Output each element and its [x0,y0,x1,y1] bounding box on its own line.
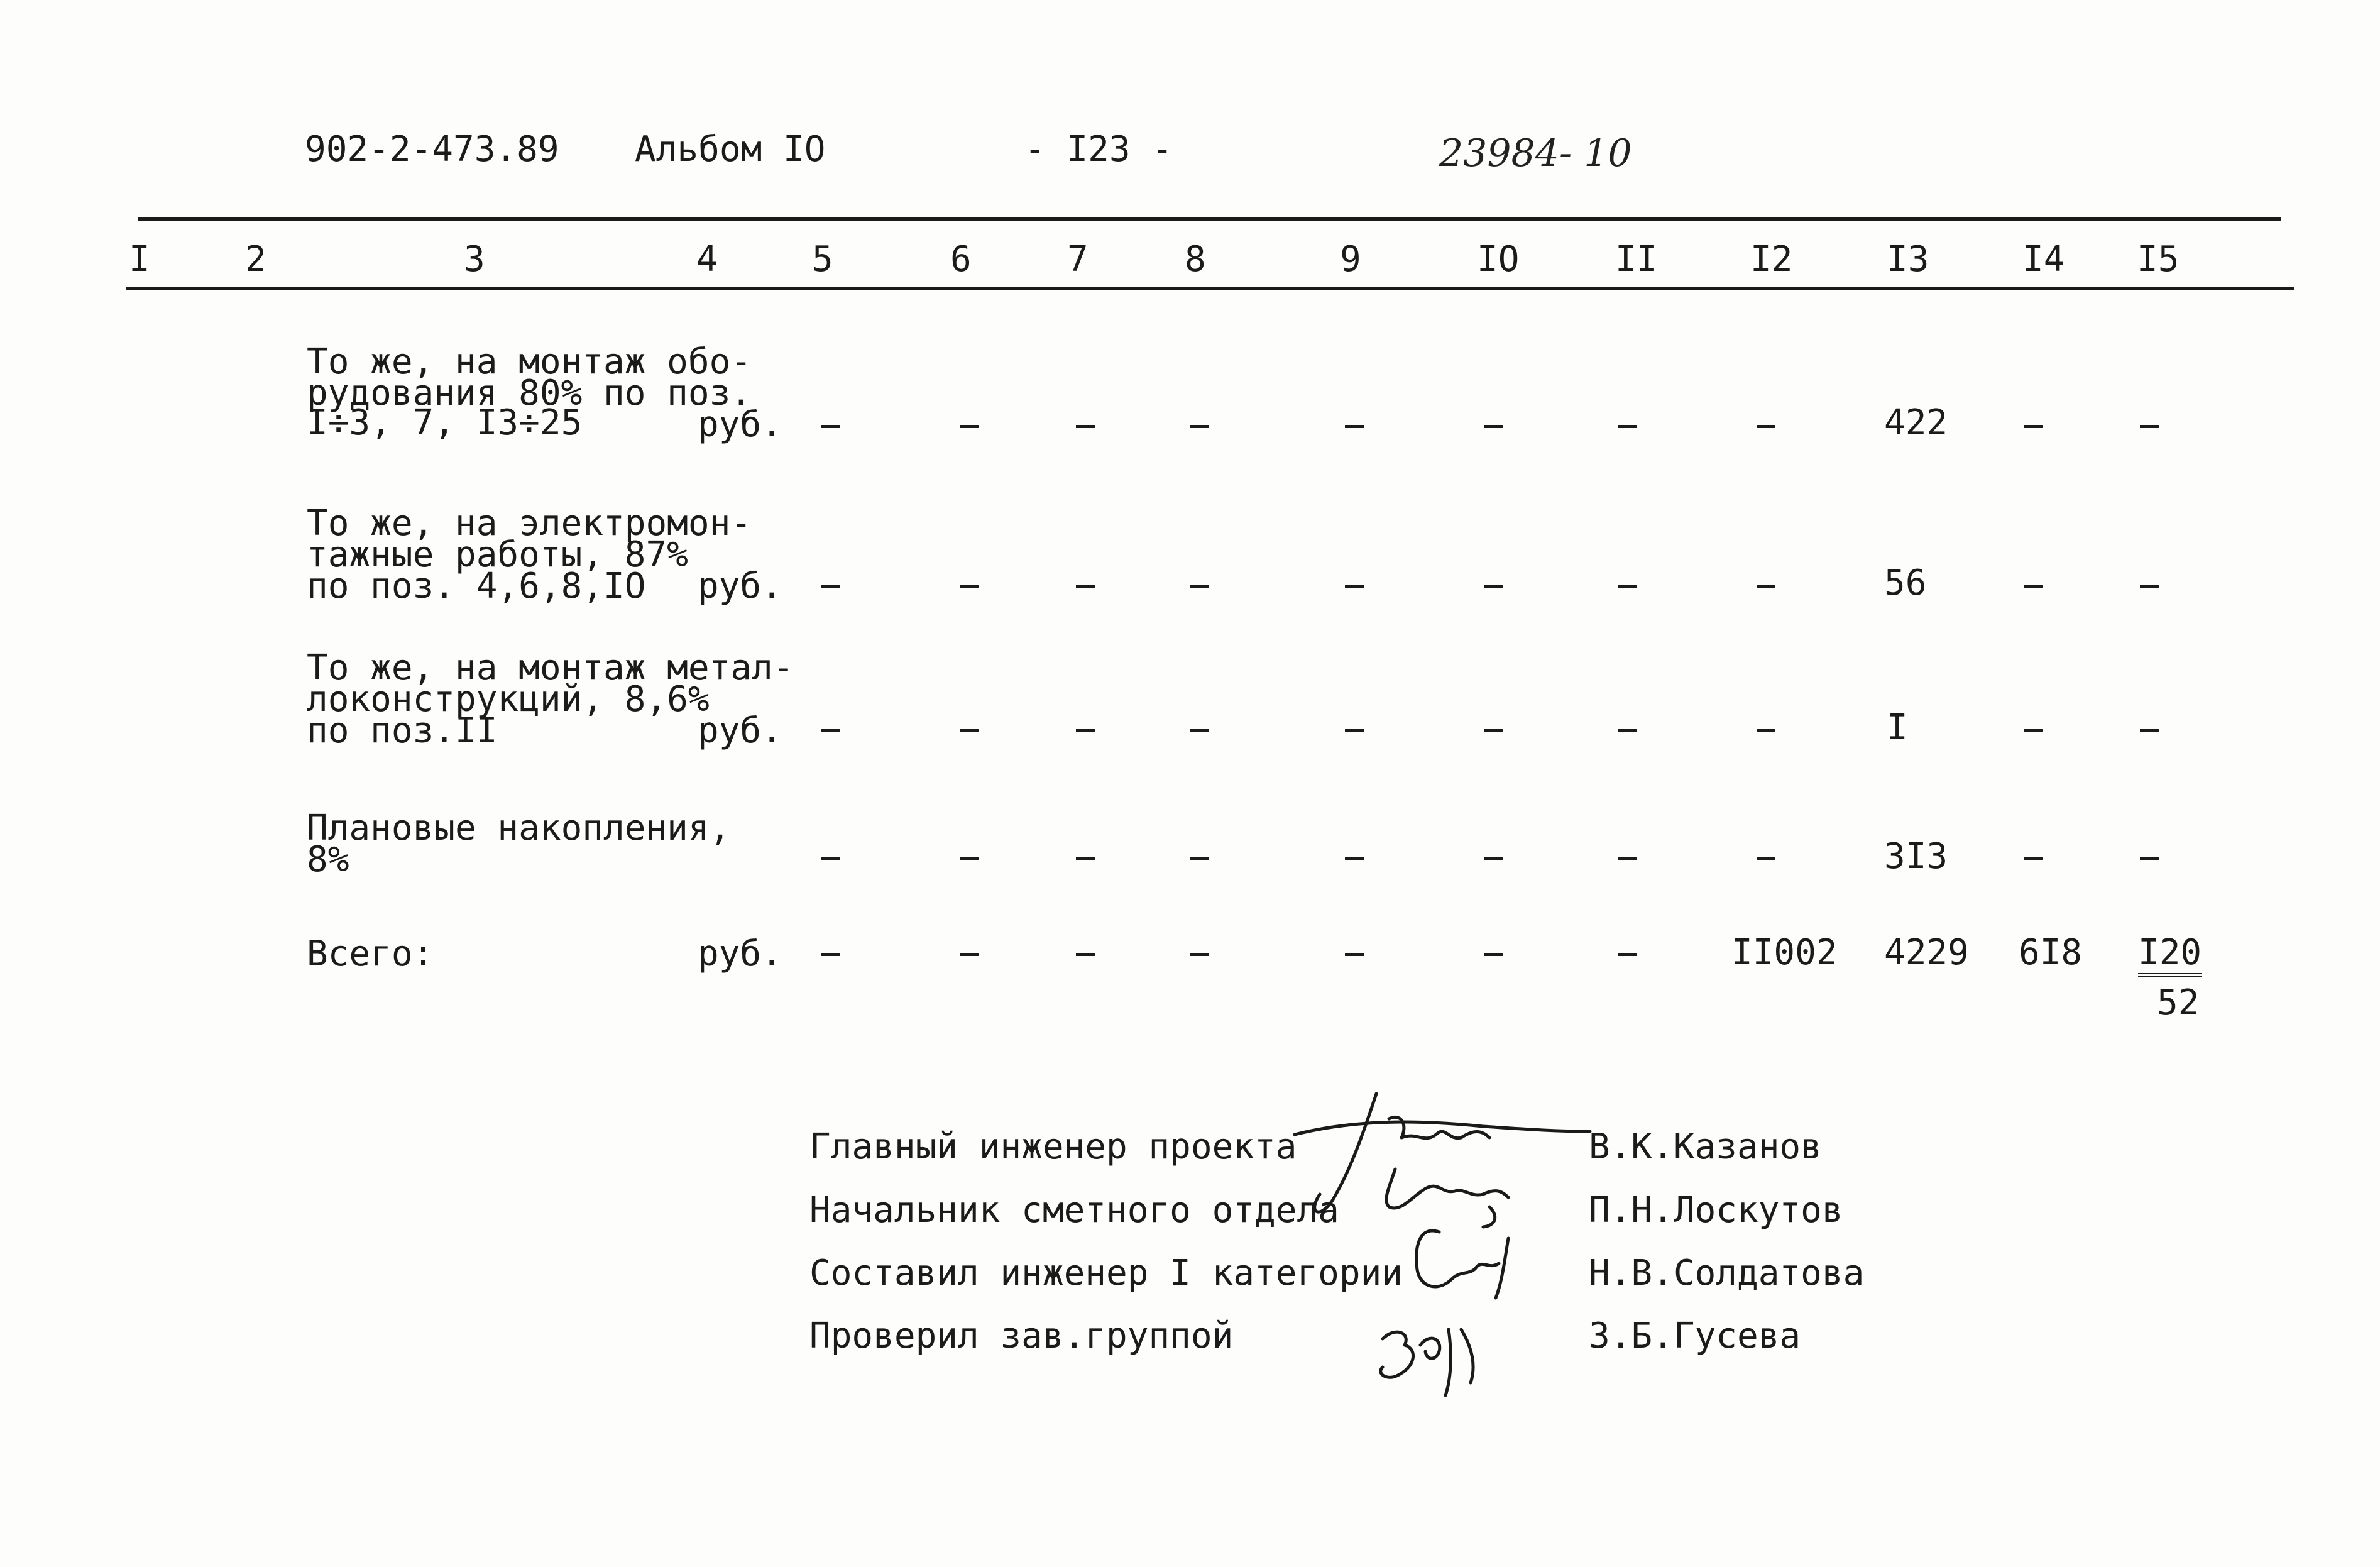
empty-cell-dash [1345,585,1364,588]
empty-cell-dash [2024,857,2043,860]
handwritten-inventory-number: 23984- 10 [1439,131,1632,175]
handwritten-signatures [1282,1081,1596,1408]
row-description-line: рудования 80% по поз. [307,373,752,414]
column-number: 3 [464,239,485,280]
signature-role: Начальник сметного отдела [809,1190,1339,1231]
row-description-line: Плановые накопления, [307,808,731,849]
total-col14: 6I8 [2019,932,2083,973]
signature-stroke [1417,1231,1499,1287]
document-code: 902-2-473.89 [305,129,559,170]
row-value-col13: I [1887,707,1908,748]
row-value-col13: 3I3 [1884,836,1948,877]
column-number: 9 [1340,239,1361,280]
empty-cell-dash [1484,953,1503,956]
empty-cell-dash [2024,729,2043,732]
signature-name: П.Н.Лоскутов [1589,1190,1843,1231]
empty-cell-dash [1757,585,1775,588]
row-description-line: тажные работы, 87% [307,534,688,575]
empty-cell-dash [2024,425,2043,428]
total-col12: II002 [1731,932,1838,973]
column-number: 6 [950,239,972,280]
signature-stroke [1483,1207,1495,1227]
empty-cell-dash [1190,729,1209,732]
empty-cell-dash [1618,729,1637,732]
signature-name: Н.В.Солдатова [1589,1253,1865,1294]
row-description-line: локонструкций, 8,6% [307,679,710,720]
total-label: Всего: [307,933,434,974]
empty-cell-dash [1484,729,1503,732]
column-number: 7 [1067,239,1089,280]
empty-cell-dash [821,729,840,732]
empty-cell-dash [1076,953,1095,956]
empty-cell-dash [1757,729,1775,732]
column-header-rule [126,287,2294,290]
empty-cell-dash [960,857,979,860]
row-description-line: 8% [307,839,349,880]
empty-cell-dash [1190,953,1209,956]
row-description-line: То же, на монтаж метал- [307,647,794,688]
column-number: II [1615,239,1658,280]
empty-cell-dash [1190,857,1209,860]
empty-cell-dash [1484,857,1503,860]
empty-cell-dash [1484,425,1503,428]
top-rule [138,217,2281,221]
column-number: I2 [1750,239,1793,280]
empty-cell-dash [960,585,979,588]
empty-cell-dash [1190,425,1209,428]
column-number: IO [1477,239,1520,280]
signature-stroke [1420,1338,1440,1358]
row-description-line: То же, на монтаж обо- [307,341,752,382]
empty-cell-dash [1076,857,1095,860]
signature-stroke [1386,1169,1508,1208]
row-value-col13: 422 [1884,402,1948,443]
row-unit: руб. [698,404,782,445]
column-number: 2 [245,239,266,280]
column-number: 5 [812,239,833,280]
album-label: Альбом IO [635,129,826,170]
row-description-line: по поз.II [307,710,498,751]
empty-cell-dash [1076,729,1095,732]
empty-cell-dash [1484,585,1503,588]
signature-stroke [1389,1117,1489,1138]
total-col15-bottom: 52 [2157,982,2200,1023]
empty-cell-dash [1345,425,1364,428]
empty-cell-dash [1345,953,1364,956]
column-number: I5 [2137,239,2180,280]
empty-cell-dash [1618,585,1637,588]
signature-stroke [1315,1094,1376,1212]
row-value-col13: 56 [1884,563,1927,603]
empty-cell-dash [1345,729,1364,732]
signature-stroke [1445,1329,1473,1395]
empty-cell-dash [1618,953,1637,956]
total-unit: руб. [698,933,782,974]
empty-cell-dash [2140,585,2159,588]
total-col15-top: I20 [2138,935,2202,977]
empty-cell-dash [821,857,840,860]
empty-cell-dash [821,585,840,588]
signature-stroke [1381,1332,1413,1377]
signature-role: Составил инженер I категории [809,1253,1403,1294]
page-number: - I23 - [1024,129,1173,170]
empty-cell-dash [2024,585,2043,588]
empty-cell-dash [1190,585,1209,588]
row-description-line: То же, на электромон- [307,503,752,544]
row-unit: руб. [698,710,782,751]
empty-cell-dash [1076,585,1095,588]
empty-cell-dash [1345,857,1364,860]
empty-cell-dash [960,953,979,956]
empty-cell-dash [960,729,979,732]
empty-cell-dash [2140,729,2159,732]
empty-cell-dash [821,425,840,428]
row-description-line: I÷3, 7, I3÷25 [307,402,583,443]
empty-cell-dash [821,953,840,956]
total-col13: 4229 [1884,932,1969,973]
empty-cell-dash [1618,857,1637,860]
row-unit: руб. [698,566,782,607]
signature-name: В.К.Казанов [1589,1126,1822,1167]
column-number: 8 [1185,239,1206,280]
signature-name: З.Б.Гусева [1589,1316,1801,1356]
empty-cell-dash [1618,425,1637,428]
empty-cell-dash [960,425,979,428]
empty-cell-dash [1757,857,1775,860]
empty-cell-dash [1757,425,1775,428]
column-number: 4 [696,239,718,280]
column-number: I3 [1887,239,1929,280]
signature-role: Главный инженер проекта [809,1126,1297,1167]
empty-cell-dash [1076,425,1095,428]
row-description-line: по поз. 4,6,8,IO [307,566,646,607]
column-number: I4 [2022,239,2065,280]
signature-stroke [1496,1238,1508,1298]
empty-cell-dash [2140,857,2159,860]
signature-role: Проверил зав.группой [809,1316,1234,1356]
empty-cell-dash [2140,425,2159,428]
column-number: I [129,239,150,280]
